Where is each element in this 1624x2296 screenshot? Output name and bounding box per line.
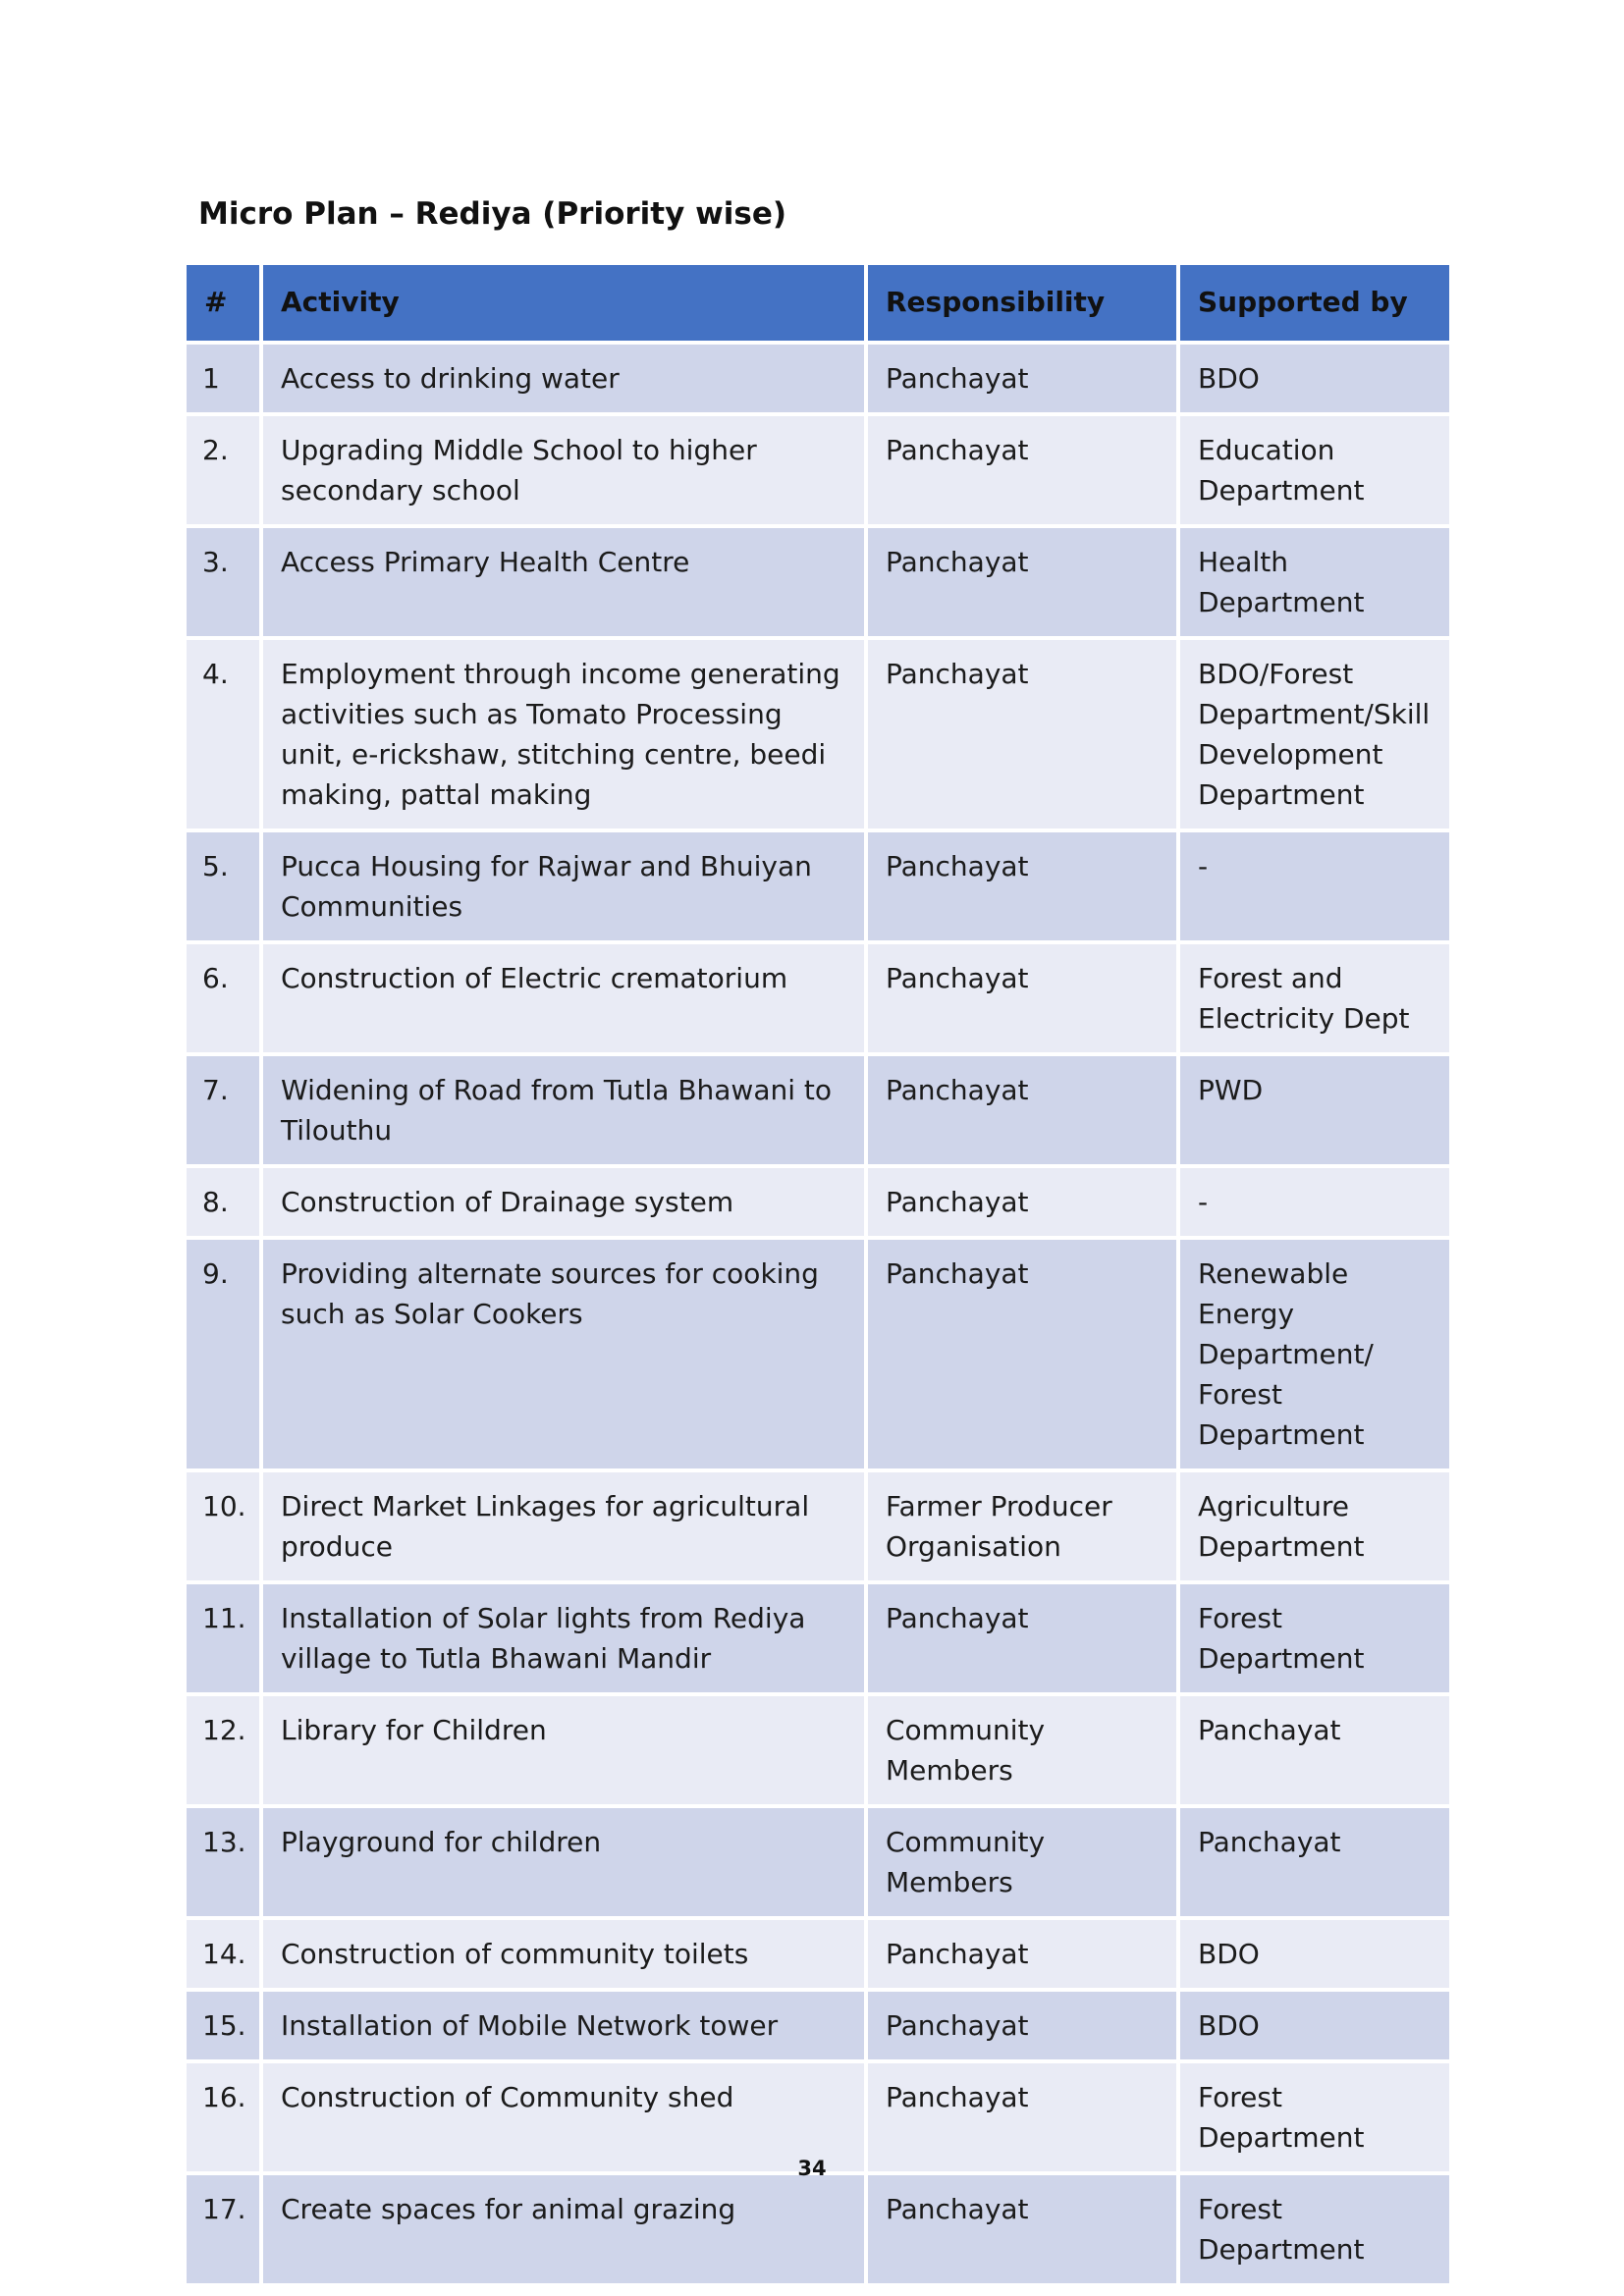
cell-activity: Library for Children [261,1694,866,1806]
cell-responsibility: Panchayat [866,1054,1178,1166]
cell-number: 15. [185,1990,261,2061]
page-number: 34 [797,2157,827,2180]
cell-supported-by: Forest Department [1178,2173,1451,2285]
cell-responsibility: Panchayat [866,414,1178,526]
table-row [185,942,1451,1054]
cell-number: 6. [185,942,261,1054]
cell-activity: Widening of Road from Tutla Bhawani to Tilouthu [261,1054,866,1166]
cell-number: 9. [185,1238,261,1470]
cell-supported-by: BDO/Forest Department/Skill Development Department [1178,638,1451,830]
table-row [185,830,1451,942]
header-responsibility: Responsibility [866,263,1178,343]
cell-activity: Providing alternate sources for cooking such as Solar Cookers [261,1238,866,1470]
table-row [185,2173,1451,2285]
cell-number: 2. [185,414,261,526]
cell-number: 10. [185,1470,261,1582]
cell-activity: Construction of community toilets [261,1918,866,1990]
cell-activity: Employment through income generating activities such as Tomato Processing unit, e-rickshaw, stitching centre, beedi making, pattal making [261,638,866,830]
cell-responsibility: Panchayat [866,1582,1178,1694]
cell-supported-by: Forest and Electricity Dept [1178,942,1451,1054]
cell-supported-by: Agriculture Department [1178,1470,1451,1582]
cell-supported-by: Forest Department [1178,2061,1451,2173]
table-row [185,638,1451,830]
cell-supported-by: Forest Department [1178,1582,1451,1694]
cell-supported-by: BDO [1178,343,1451,414]
cell-responsibility: Farmer Producer Organisation [866,1470,1178,1582]
cell-responsibility: Panchayat [866,2173,1178,2285]
cell-responsibility: Panchayat [866,830,1178,942]
cell-number: 14. [185,1918,261,1990]
cell-responsibility: Community Members [866,1694,1178,1806]
cell-supported-by: - [1178,1166,1451,1238]
cell-number: 13. [185,1806,261,1918]
table-row [185,1694,1451,1806]
cell-responsibility: Panchayat [866,1166,1178,1238]
cell-responsibility: Panchayat [866,1238,1178,1470]
cell-activity: Pucca Housing for Rajwar and Bhuiyan Communities [261,830,866,942]
table-row [185,414,1451,526]
cell-activity: Construction of Electric crematorium [261,942,866,1054]
table-row [185,343,1451,414]
cell-number: 16. [185,2061,261,2173]
cell-activity: Construction of Community shed [261,2061,866,2173]
cell-number: 17. [185,2173,261,2285]
cell-number: 1 [185,343,261,414]
cell-supported-by: BDO [1178,1990,1451,2061]
header-activity: Activity [261,263,866,343]
cell-responsibility: Panchayat [866,526,1178,638]
cell-number: 7. [185,1054,261,1166]
cell-activity: Installation of Mobile Network tower [261,1990,866,2061]
cell-number: 12. [185,1694,261,1806]
cell-supported-by: Panchayat [1178,1694,1451,1806]
cell-activity: Construction of Drainage system [261,1166,866,1238]
cell-supported-by: Panchayat [1178,1806,1451,1918]
cell-activity: Upgrading Middle School to higher secondary school [261,414,866,526]
cell-supported-by: PWD [1178,1054,1451,1166]
cell-number: 4. [185,638,261,830]
cell-activity: Installation of Solar lights from Rediya village to Tutla Bhawani Mandir [261,1582,866,1694]
cell-activity: Access Primary Health Centre [261,526,866,638]
cell-activity: Playground for children [261,1806,866,1918]
table-row [185,526,1451,638]
cell-responsibility: Panchayat [866,1990,1178,2061]
table-row [185,1470,1451,1582]
table-row [185,1582,1451,1694]
header-supported-by: Supported by [1178,263,1451,343]
table-row [185,1238,1451,1470]
cell-activity: Create spaces for animal grazing [261,2173,866,2285]
page-title: Micro Plan – Rediya (Priority wise) [198,196,787,232]
cell-number: 8. [185,1166,261,1238]
cell-number: 5. [185,830,261,942]
cell-number: 3. [185,526,261,638]
cell-responsibility: Panchayat [866,1918,1178,1990]
cell-supported-by: - [1178,830,1451,942]
table-body [185,343,1451,2285]
cell-responsibility: Community Members [866,1806,1178,1918]
cell-activity: Access to drinking water [261,343,866,414]
cell-responsibility: Panchayat [866,343,1178,414]
cell-responsibility: Panchayat [866,638,1178,830]
cell-activity: Direct Market Linkages for agricultural produce [261,1470,866,1582]
cell-supported-by: Health Department [1178,526,1451,638]
cell-number: 11. [185,1582,261,1694]
table-row [185,1918,1451,1990]
cell-supported-by: Renewable Energy Department/ Forest Department [1178,1238,1451,1470]
micro-plan-table [183,261,1453,2287]
header-number: # [185,263,261,343]
cell-responsibility: Panchayat [866,2061,1178,2173]
cell-supported-by: BDO [1178,1918,1451,1990]
table-row [185,1166,1451,1238]
table-row [185,1990,1451,2061]
table-row [185,1054,1451,1166]
cell-responsibility: Panchayat [866,942,1178,1054]
table-row [185,1806,1451,1918]
table-header-row [185,263,1451,343]
cell-supported-by: Education Department [1178,414,1451,526]
